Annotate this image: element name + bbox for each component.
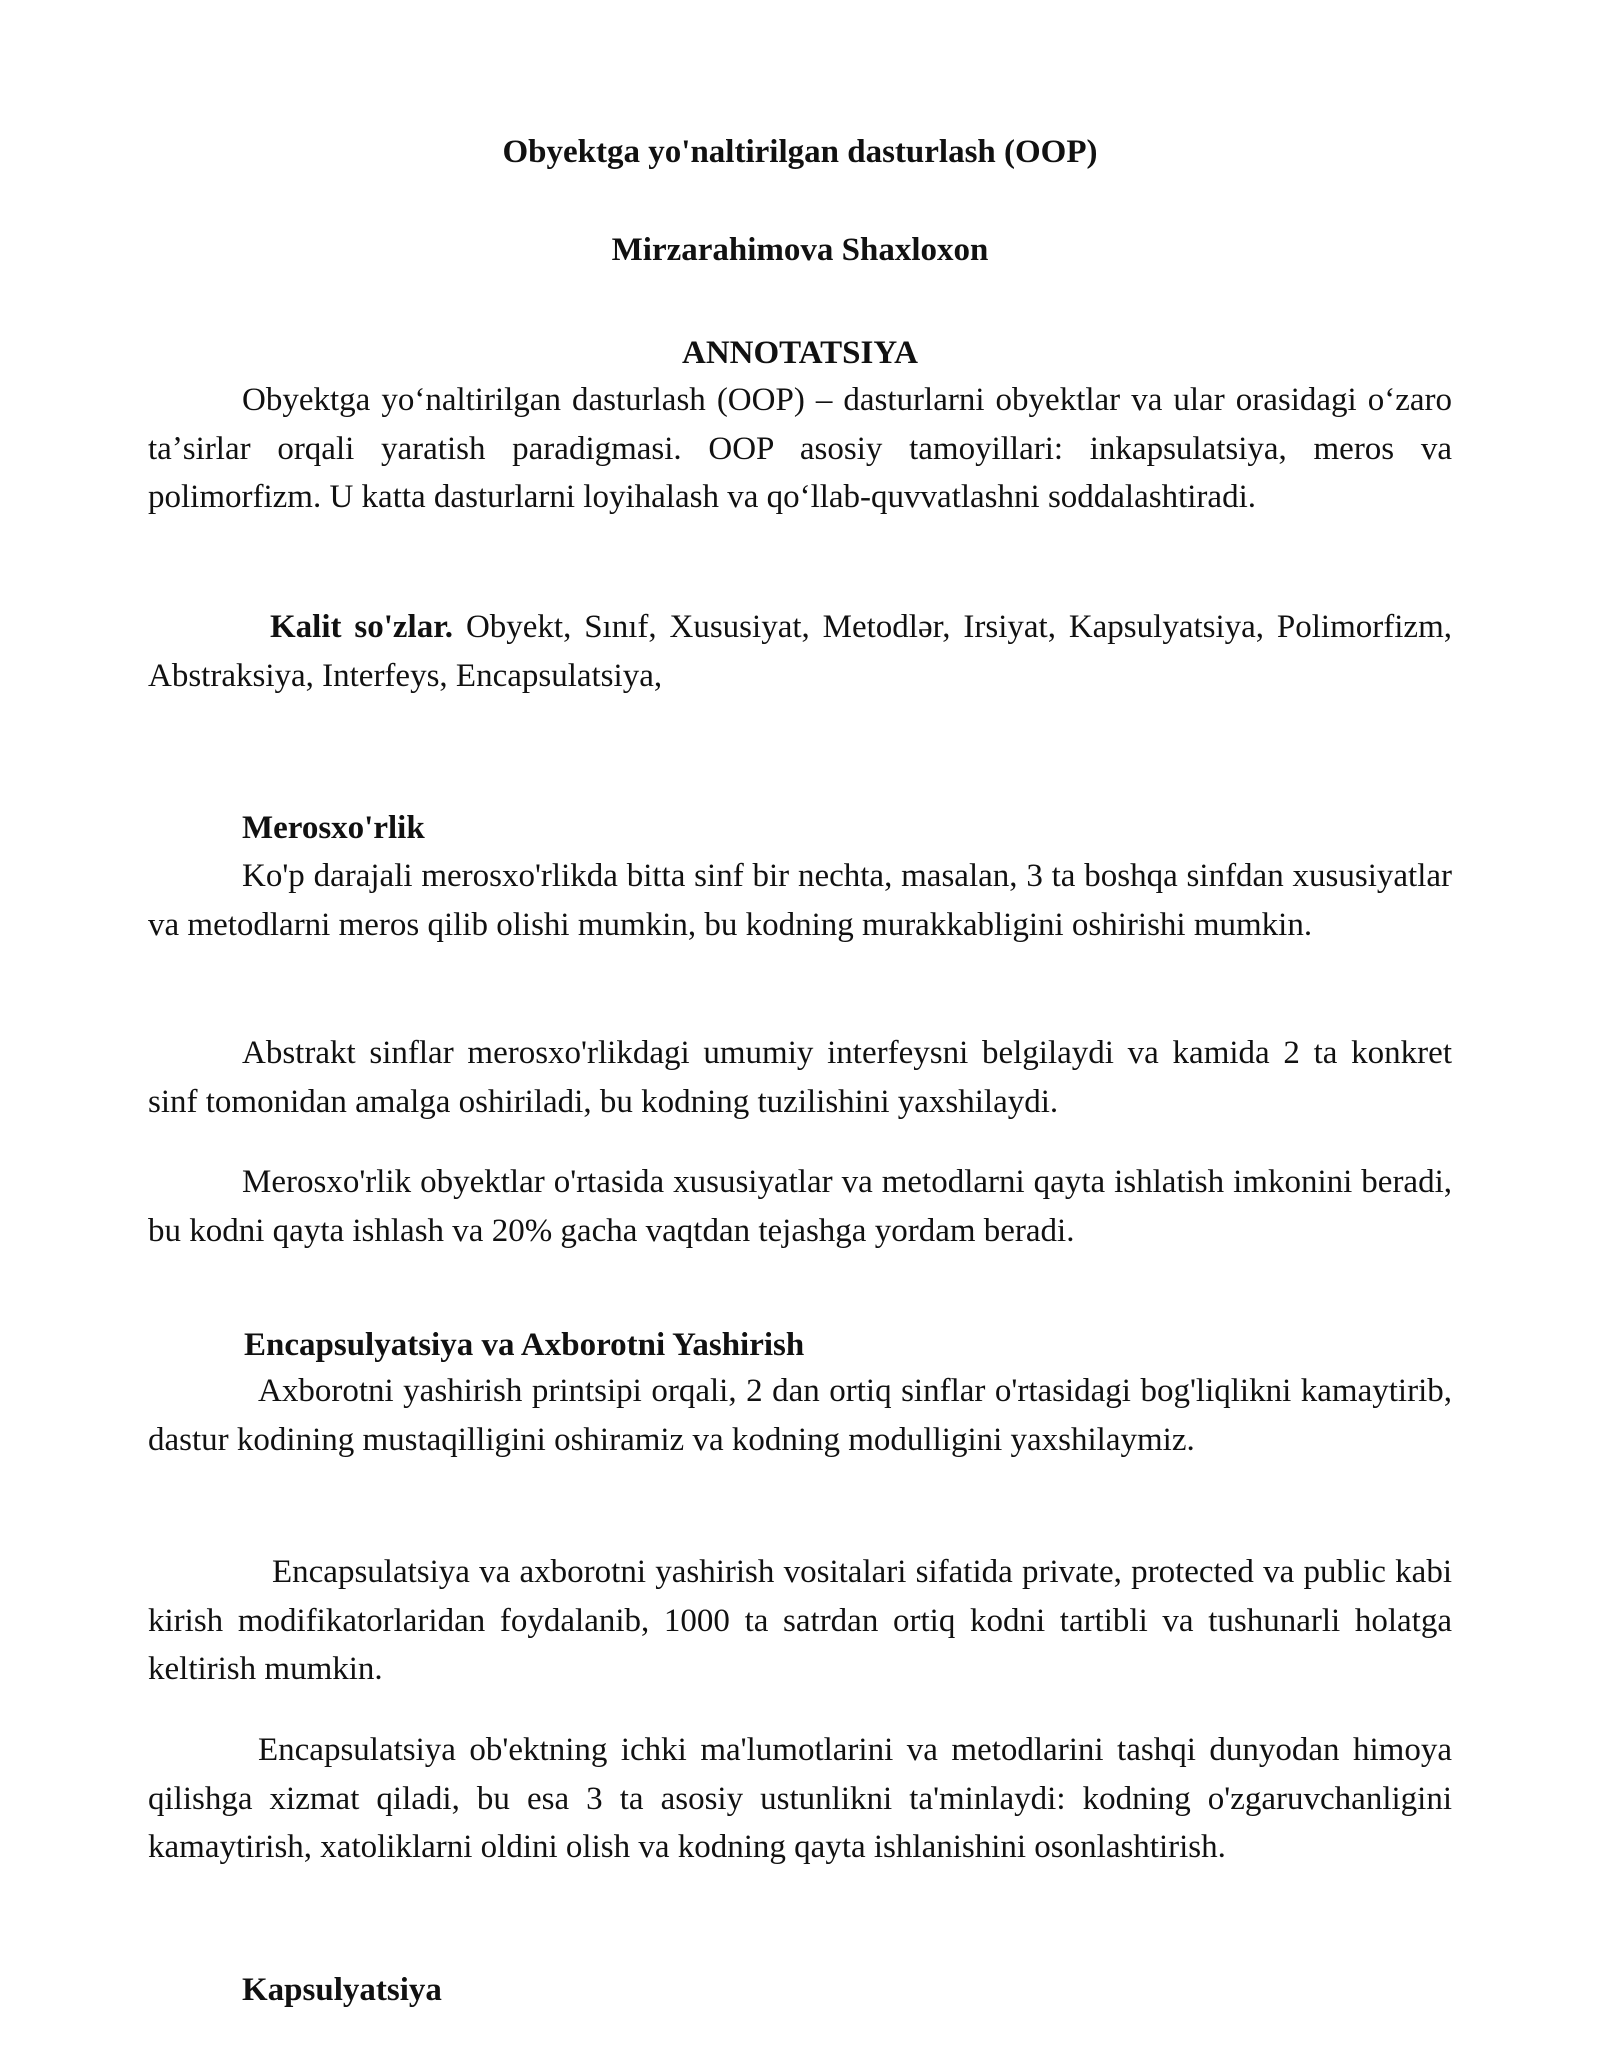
section-capsulation xyxy=(148,1966,1452,2014)
annotation-block xyxy=(148,376,1452,522)
keywords-paragraph xyxy=(148,603,1452,700)
section-inheritance-p3 xyxy=(148,1158,1452,1255)
section-paragraph: Abstrakt sinflar merosxo'rlikdagi umumiy interfeysni belgilaydi va kamida 2 ta konkret sinf tomonidan amalga oshiriladi, bu kodning tuzilishini yaxshilaydi. xyxy=(148,1035,1452,1120)
author-name: Mirzarahimova Shaxloxon xyxy=(611,232,989,268)
section-inheritance-p2 xyxy=(148,1029,1452,1126)
annotation-heading: ANNOTATSIYA xyxy=(682,335,918,371)
section-encapsulation xyxy=(148,1323,1452,1464)
section-heading: Encapsulyatsiya va Axborotni Yashirish xyxy=(244,1327,805,1363)
annotation-paragraph: Obyektga yoʻnaltirilgan dasturlash (OOP) – dasturlarni obyektlar va ular orasidagi oʻzaro taʼsirlar orqali yaratish paradigmasi. OOP asosiy tamoyillari: inkapsulatsiya, meros va polimorfizm. U katta dasturlarni loyihalash va qoʻllab-quvvatlashni soddalashtiradi. xyxy=(148,382,1452,515)
section-encapsulation-p2 xyxy=(148,1548,1452,1694)
section-inheritance xyxy=(148,804,1452,949)
section-paragraph: Merosxo'rlik obyektlar o'rtasida xususiyatlar va metodlarni qayta ishlatish imkonini beradi, bu kodni qayta ishlash va 20% gacha vaqtdan tejashga yordam beradi. xyxy=(148,1164,1452,1249)
section-paragraph: Encapsulatsiya va axborotni yashirish vositalari sifatida private, protected va public kabi kirish modifikatorlaridan foydalanib, 1000 ta satrdan ortiq kodni tartibli va tushunarli holatga keltirish mumkin. xyxy=(148,1554,1452,1687)
section-encapsulation-p3 xyxy=(148,1726,1452,1872)
keywords-block xyxy=(148,603,1452,700)
section-heading: Kapsulyatsiya xyxy=(242,1972,442,2008)
keywords-label: Kalit so'zlar. xyxy=(270,609,454,645)
keywords-text: Obyekt, Sınıf, Xususiyat, Metodlər, Irsiyat, Kapsulyatsiya, Polimorfizm, Abstraksiya, Interfeys, Encapsulatsiya, xyxy=(148,609,1452,694)
section-heading: Merosxo'rlik xyxy=(242,810,425,846)
section-paragraph: Ko'p darajali merosxo'rlikda bitta sinf bir nechta, masalan, 3 ta boshqa sinfdan xususiyatlar va metodlarni meros qilib olishi mumkin, bu kodning murakkabligini oshirishi mumkin. xyxy=(148,858,1452,943)
section-paragraph: Encapsulatsiya ob'ektning ichki ma'lumotlarini va metodlarini tashqi dunyodan himoya qilishga xizmat qiladi, bu esa 3 ta asosiy ustunlikni ta'minlaydi: kodning o'zgaruvchanligini kamaytirish, xatoliklarni oldini olish va kodning qayta ishlanishini osonlashtirish. xyxy=(148,1732,1452,1865)
section-paragraph: Axborotni yashirish printsipi orqali, 2 dan ortiq sinflar o'rtasidagi bog'liqlikni kamaytirib, dastur kodining mustaqilligini oshiramiz va kodning modulligini yaxshilaymiz. xyxy=(148,1373,1452,1458)
document-title: Obyektga yo'naltirilgan dasturlash (OOP) xyxy=(502,134,1098,170)
